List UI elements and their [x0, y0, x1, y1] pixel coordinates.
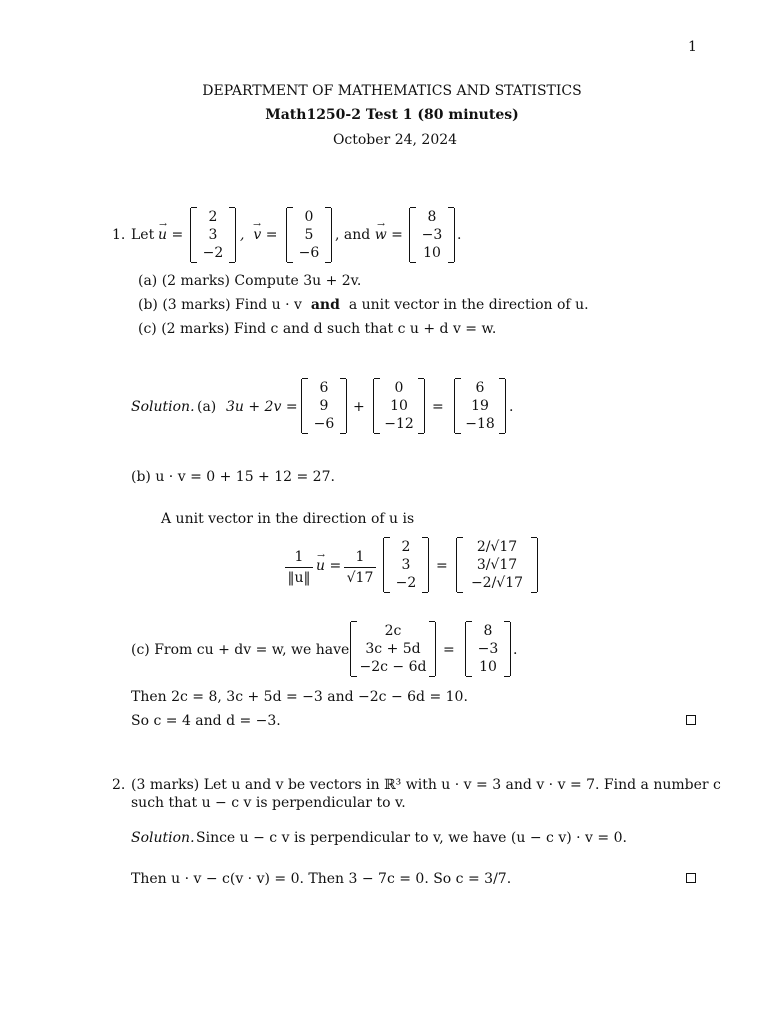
- sol-a-label: (a): [197, 399, 217, 415]
- sol-b-line1: (b) u · v = 0 + 15 + 12 = 27.: [131, 469, 335, 485]
- q2-solution-label: Solution.: [131, 830, 195, 846]
- equals-sign-b: =: [436, 558, 448, 574]
- sol-c-intro: (c) From cu + dv = w, we have: [131, 642, 350, 658]
- sol-a-matrix-3: 6 19 −18: [454, 379, 506, 433]
- q1-part-a: (a) (2 marks) Compute 3u + 2v.: [138, 273, 362, 289]
- course-title: Math1250-2 Test 1 (80 minutes): [265, 107, 519, 123]
- sol-c-matrix-1: 2c 3c + 5d −2c − 6d: [350, 622, 436, 676]
- q2-line1: (3 marks) Let u and v be vectors in ℝ³ with u · v = 3 and v · v = 7. Find a number c: [131, 777, 721, 793]
- sol-a-matrix-2: 0 10 −12: [373, 379, 425, 433]
- sol-c-period: .: [513, 642, 518, 658]
- page-number: 1: [688, 39, 697, 55]
- department-title: DEPARTMENT OF MATHEMATICS AND STATISTICS: [202, 83, 582, 99]
- q1-v-label: , → v =: [240, 226, 277, 244]
- equals-sign: =: [432, 399, 444, 415]
- sol-a-period: .: [509, 399, 514, 415]
- sol-a-matrix-1: 6 9 −6: [301, 379, 347, 433]
- sol-b-line2: A unit vector in the direction of u is: [161, 511, 415, 527]
- q2-sol-line1: Since u − c v is perpendicular to v, we have (u − c v) · v = 0.: [196, 830, 627, 846]
- q2-sol-line2: Then u · v − c(v · v) = 0. Then 3 − 7c = 0. So c = 3/7.: [131, 871, 512, 887]
- sol-b-u: → u =: [316, 557, 341, 575]
- equals-sign-c: =: [443, 642, 455, 658]
- q1-number: 1.: [112, 227, 126, 243]
- sol-b-matrix-2: 2/√17 3/√17 −2/√17: [456, 538, 538, 592]
- q1-period: .: [457, 227, 462, 243]
- test-date: October 24, 2024: [332, 132, 458, 148]
- q1-and-w: , and → w =: [335, 226, 403, 244]
- sol-b-fraction-sqrt: 1 √17: [344, 548, 376, 587]
- q1-let: Let: [131, 227, 155, 243]
- sol-c-line1: Then 2c = 8, 3c + 5d = −3 and −2c − 6d = 10.: [131, 689, 468, 705]
- qed-square-q2: [686, 873, 696, 883]
- sol-c-line2: So c = 4 and d = −3.: [131, 713, 281, 729]
- vector-w: 8 −3 10: [409, 208, 455, 262]
- sol-b-fraction-norm: 1 ‖u‖: [285, 548, 313, 587]
- vector-v: 0 5 −6: [286, 208, 332, 262]
- q1-part-c: (c) (2 marks) Find c and d such that c u + d v = w.: [138, 321, 497, 337]
- q2-number: 2.: [112, 777, 126, 793]
- sol-b-matrix-1: 2 3 −2: [383, 538, 429, 592]
- vector-u: 2 3 −2: [190, 208, 236, 262]
- q1-part-b: (b) (3 marks) Find u · v and a unit vector in the direction of u.: [138, 297, 589, 313]
- q2-line2: such that u − c v is perpendicular to v.: [131, 795, 406, 811]
- plus-sign: +: [353, 399, 365, 415]
- sol-a-lhs: 3u + 2v =: [226, 399, 298, 415]
- sol-c-matrix-2: 8 −3 10: [465, 622, 511, 676]
- q1-solution-label: Solution.: [131, 399, 195, 415]
- q1-u-label: → u =: [158, 226, 183, 244]
- qed-square-q1: [686, 715, 696, 725]
